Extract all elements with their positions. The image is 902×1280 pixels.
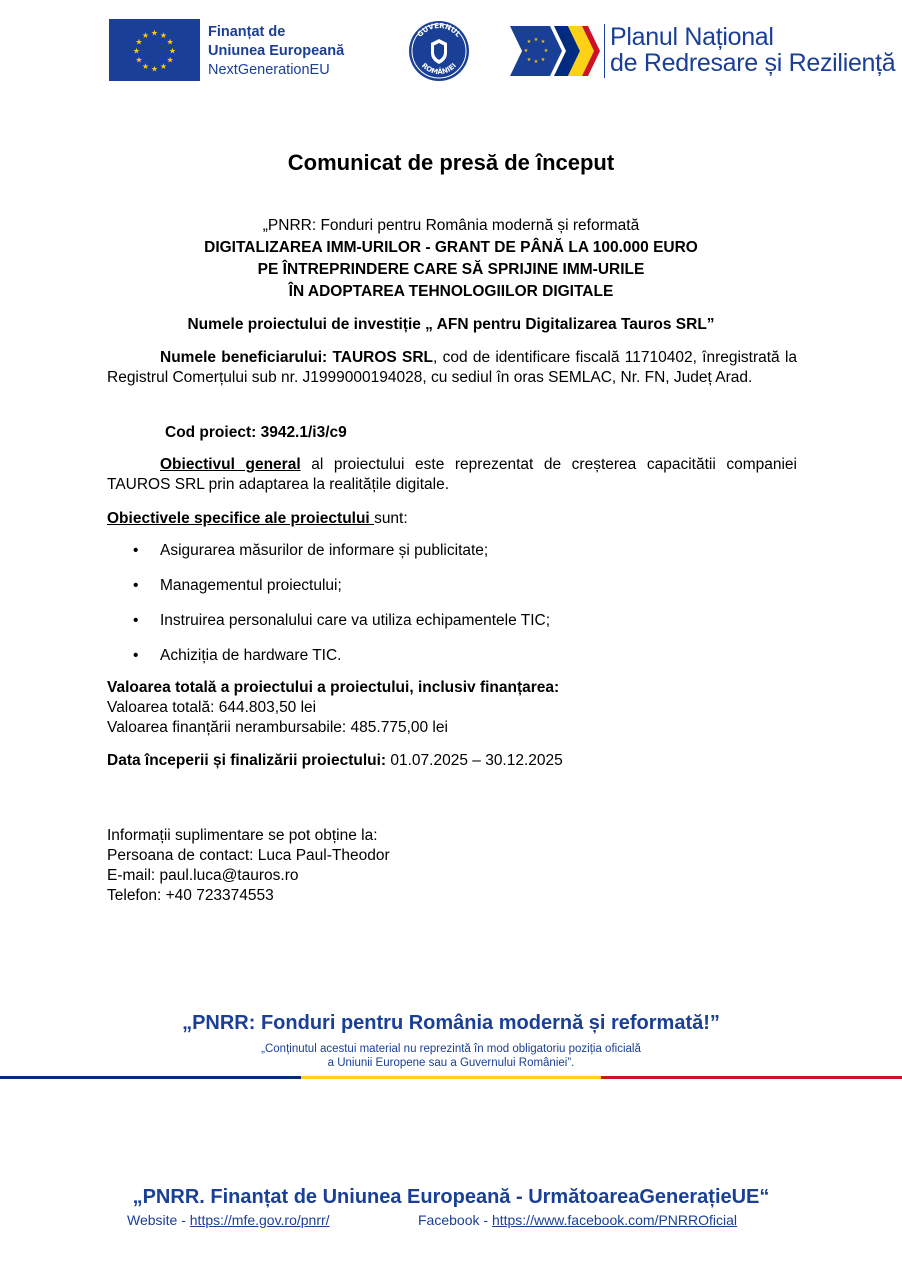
facebook-link[interactable]: https://www.facebook.com/PNRROficial	[491, 1212, 738, 1228]
general-objective-paragraph	[107, 455, 797, 495]
facebook-link-block	[418, 1212, 737, 1228]
list-item	[133, 646, 550, 681]
eu-funding-line2: Uniunea Europeană	[208, 43, 345, 59]
tricolor-blue	[0, 1076, 301, 1079]
svg-text:★: ★	[533, 59, 539, 65]
subtitle-block	[0, 215, 902, 303]
beneficiary-text: , cod de identificare fiscală 11710402, înregistrată la Registrul Comerțului sub nr. J1999000194028, cu sediul în oras SEMLAC, Nr. FN, Județ Arad.	[107, 349, 798, 386]
svg-text:★: ★	[150, 64, 159, 74]
specific-objectives-list	[133, 541, 550, 681]
tricolor-yellow	[301, 1076, 602, 1079]
website-link-block	[127, 1212, 330, 1228]
svg-text:★: ★	[141, 62, 150, 72]
svg-text:★: ★	[523, 48, 529, 54]
svg-text:★: ★	[166, 37, 174, 47]
contact-block	[107, 826, 390, 906]
svg-text:★: ★	[141, 30, 150, 40]
project-value-block	[107, 678, 559, 738]
project-name: Numele proiectului de investiție „ AFN pentru Digitalizarea Tauros SRL”	[187, 316, 715, 333]
tricolor-divider	[0, 1076, 902, 1079]
subtitle-line1: „PNRR: Fonduri pentru România modernă și reformată	[262, 217, 640, 234]
list-item	[133, 576, 550, 611]
svg-text:★: ★	[135, 37, 143, 47]
svg-text:★: ★	[150, 28, 159, 38]
list-item	[133, 541, 550, 576]
eu-funding-line3: NextGenerationEU	[208, 62, 330, 78]
general-objective-text: al proiectului este reprezentat de creșterea capacitătii companiei TAUROS SRL prin adaptarea la realitățile digitale.	[107, 456, 797, 493]
svg-text:★: ★	[526, 39, 532, 45]
dates-label: Data începerii și finalizării proiectului:	[107, 752, 387, 769]
disclaimer-line1: „Conținutul acestui material nu reprezintă în mod obligatoriu poziția oficială	[261, 1043, 641, 1055]
specific-objectives-suffix: sunt:	[374, 510, 408, 527]
pnrr-slogan: „PNRR: Fonduri pentru România modernă și reformată!”	[182, 1012, 720, 1034]
svg-text:★: ★	[132, 46, 141, 56]
svg-text:★: ★	[168, 46, 177, 56]
disclaimer	[0, 1042, 902, 1070]
bullet-icon: •	[133, 647, 139, 664]
footer-slogan: „PNRR. Finanțat de Uniunea Europeană - UrmătoareaGenerațieUE“	[132, 1186, 770, 1208]
beneficiary-paragraph	[107, 348, 797, 388]
eu-flag-logo	[109, 19, 200, 81]
specific-objectives-label: Obiectivele specifice ale proiectului	[107, 510, 375, 527]
document-title: Comunicat de presă de început	[287, 150, 615, 175]
svg-text:ROMÂNIEI: ROMÂNIEI	[420, 61, 459, 77]
dates-value: 01.07.2025 – 30.12.2025	[386, 752, 563, 769]
value-heading: Valoarea totală a proiectului a proiectului, inclusiv finanțarea:	[107, 679, 560, 696]
project-dates	[107, 751, 563, 771]
list-item	[133, 611, 550, 646]
svg-text:★: ★	[540, 39, 546, 45]
eu-funding-label	[208, 23, 344, 80]
pnrr-title	[610, 24, 895, 76]
beneficiary-label: Numele beneficiarului: TAUROS SRL	[160, 349, 434, 366]
total-value: Valoarea totală: 644.803,50 lei	[107, 699, 317, 716]
svg-text:★: ★	[533, 37, 539, 43]
subtitle-line3: PE ÎNTREPRINDERE CARE SĂ SPRIJINE IMM-URILE	[257, 261, 645, 278]
svg-text:GUVERNUL: GUVERNUL	[415, 21, 463, 39]
objective-text: Asigurarea măsurilor de informare și publicitate;	[160, 542, 489, 559]
header-separator	[604, 24, 605, 78]
grant-value: Valoarea finanțării nerambursabile: 485.775,00 lei	[107, 719, 448, 736]
contact-phone: Telefon: +40 723374553	[107, 887, 274, 904]
bullet-icon: •	[133, 542, 139, 559]
project-code: Cod proiect: 3942.1/i3/c9	[165, 424, 347, 441]
website-link[interactable]: https://mfe.gov.ro/pnrr/	[189, 1212, 330, 1228]
objective-text: Instruirea personalului care va utiliza echipamentele TIC;	[160, 612, 550, 629]
pnrr-title-line2: de Redresare și Reziliență	[610, 49, 896, 77]
subtitle-line4: ÎN ADOPTAREA TEHNOLOGIILOR DIGITALE	[288, 283, 614, 300]
tricolor-red	[601, 1076, 902, 1079]
bullet-icon: •	[133, 577, 139, 594]
eu-funding-line1: Finanțat de	[208, 24, 286, 40]
svg-text:★: ★	[159, 62, 168, 72]
bullet-icon: •	[133, 612, 139, 629]
pnrr-flags-logo	[510, 26, 600, 76]
specific-objectives-heading	[107, 509, 408, 529]
contact-intro: Informații suplimentare se pot obține la:	[107, 827, 378, 844]
svg-text:★: ★	[166, 55, 174, 65]
svg-text:★: ★	[543, 48, 549, 54]
general-objective-label: Obiectivul general	[160, 456, 301, 473]
pnrr-title-line1: Planul Național	[610, 23, 774, 51]
contact-email: E-mail: paul.luca@tauros.ro	[107, 867, 299, 884]
objective-text: Achiziția de hardware TIC.	[160, 647, 342, 664]
svg-text:★: ★	[526, 57, 532, 63]
disclaimer-line2: a Uniunii Europene sau a Guvernului României”.	[327, 1057, 575, 1069]
facebook-label: Facebook -	[418, 1212, 492, 1228]
romanian-government-seal	[407, 19, 471, 83]
website-label: Website -	[127, 1212, 190, 1228]
contact-person: Persoana de contact: Luca Paul-Theodor	[107, 847, 390, 864]
objective-text: Managementul proiectului;	[160, 577, 342, 594]
svg-text:★: ★	[135, 55, 143, 65]
svg-text:★: ★	[159, 30, 168, 40]
svg-text:★: ★	[540, 57, 546, 63]
subtitle-line2: DIGITALIZAREA IMM-URILOR - GRANT DE PÂNĂ LA 100.000 EURO	[204, 239, 698, 256]
